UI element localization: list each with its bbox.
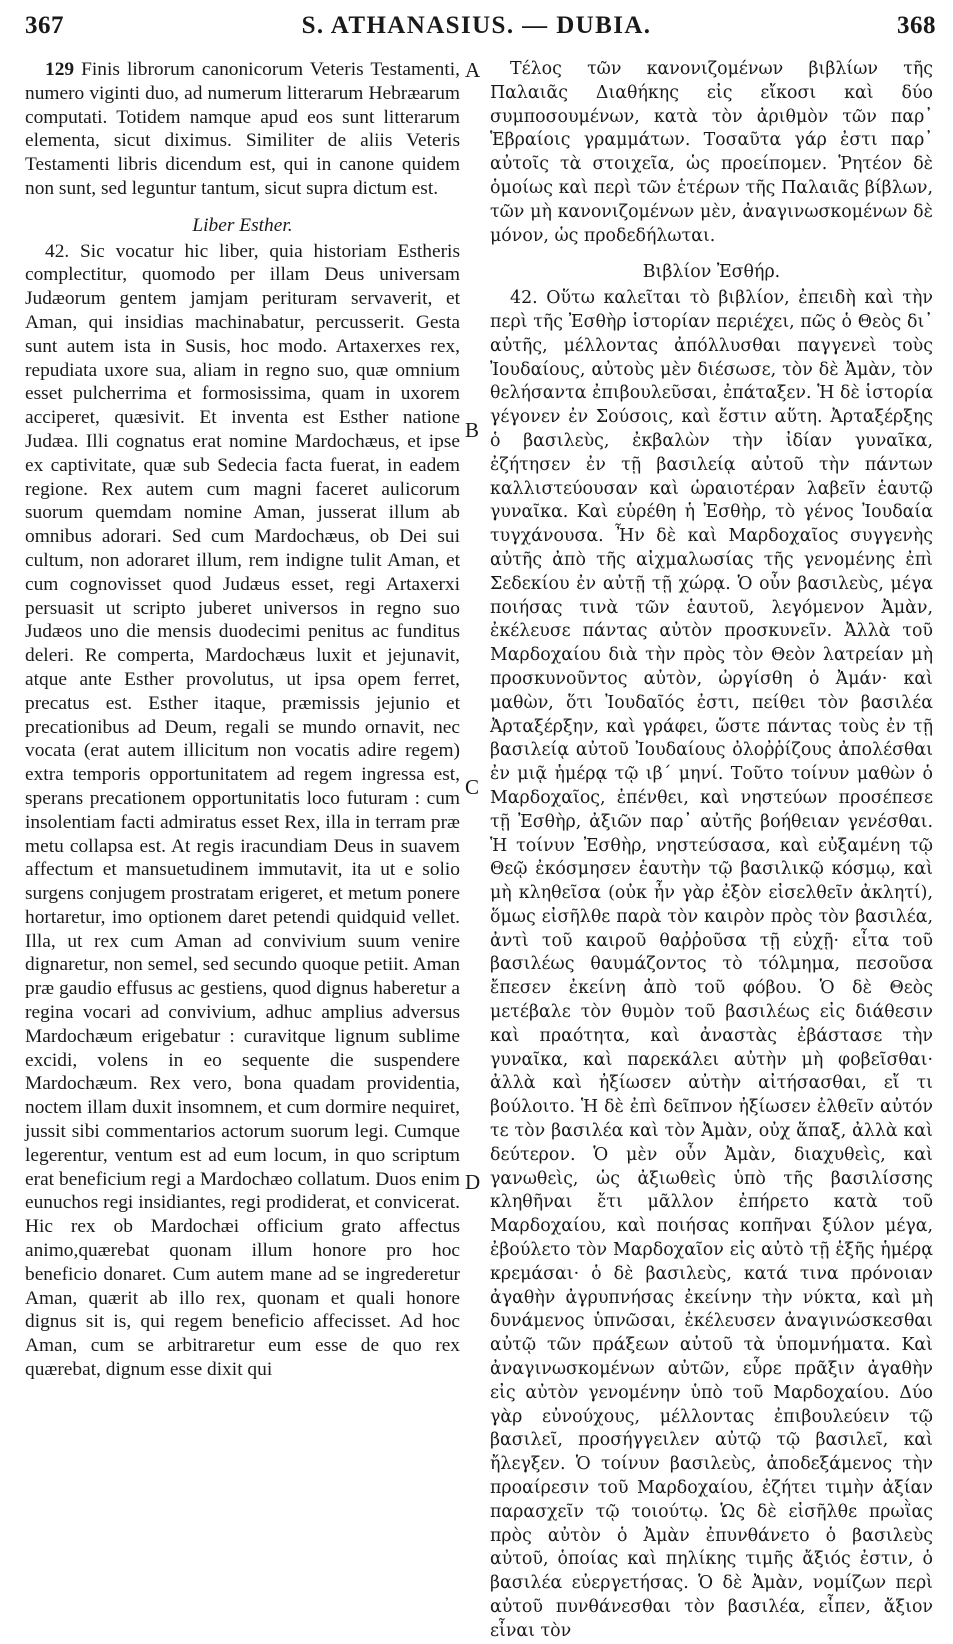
margin-letter-b: B <box>465 418 480 442</box>
page-header <box>0 0 953 48</box>
greek-column <box>490 58 933 1641</box>
section-number: 129 <box>45 59 75 80</box>
margin-letter-c: C <box>465 775 480 799</box>
latin-column <box>25 58 460 1558</box>
greek-paragraph-1: Τέλος τῶν κανονιζομένων βιβλίων τῆς Παλαιᾶς Διαθήκης εἰς εἴκοσι καὶ δύο συμποσουμένων, κατὰ τὸν ἀριθμὸν τῶν παρ᾽ Ἑβραίοις γραμμάτων. Τοσαῦτα γάρ ἐστι παρ᾽ αὐτοῖς τὰ στοιχεῖα, ὡς προείπομεν. Ῥητέον δὲ ὁμοίως καὶ περὶ τῶν ἑτέρων τῆς Παλαιᾶς βίβλων, τῶν μὴ κανονιζομένων μὲν, ἀναγινωσκομένων δὲ μόνον, ὡς προδεδήλωται. <box>490 59 933 246</box>
greek-paragraph-42: 42. Οὕτω καλεῖται τὸ βιβλίον, ἐπειδὴ καὶ τὴν περὶ τῆς Ἐσθὴρ ἱστορίαν περιέχει, πῶς ὁ Θεὸς δι᾽ αὐτῆς, μέλλοντας ἀπόλλυσθαι παγγενεὶ τοὺς Ἰουδαίους, αὐτοὺς μὲν διέσωσε, τὸν δὲ Ἀμὰν, τὸν θελήσαντα ἐπιβουλεῦσαι, ἐπάταξεν. Ἡ δὲ ἱστορία γέγονεν ἐν Σούσοις, καὶ ἔστιν αὕτη. Ἀρταξέρξης ὁ βασιλεὺς, ἐκβαλὼν τὴν ἰδίαν γυναῖκα, ἐζήτησεν ἐν τῇ βασιλείᾳ αὐτοῦ τὴν πάντων καλλιστεύουσαν καὶ ὡραιοτέραν λαβεῖν ἑαυτῷ γυναῖκα. Καὶ εὑρέθη ἡ Ἐσθὴρ, τὸ γένος Ἰουδαία τυγχάνουσα. Ἦν δὲ καὶ Μαρδοχαῖος συγγενὴς αὐτῆς ἀπὸ τῆς αἰχμαλωσίας τῆς γενομένης ἐπὶ Σεδεκίου ἐν αὐτῇ τῇ χώρᾳ. Ὁ οὖν βασιλεὺς, μέγα ποιήσας τινὰ τῶν ἑαυτοῦ, λεγόμενον Ἀμὰν, ἐκέλευσε πάντας αὐτὸν προσκυνεῖν. Ἀλλὰ τοῦ Μαρδοχαίου διὰ τὴν πρὸς τὸν Θεὸν λατρείαν μὴ προσκυνοῦντος αὐτὸν, ὠργίσθη ὁ Ἀμάν· καὶ μαθὼν, ὅτι Ἰουδαῖός ἐστι, πείθει τὸν βασιλέα Ἀρταξέρξην, καὶ γράφει, ὥστε πάντας τοὺς ἐν τῇ βασιλείᾳ αὐτοῦ Ἰουδαίους ὀλοῤῥίζους ἀπολέσθαι ἐν μιᾷ ἡμέρᾳ τῷ ιβ΄ μηνί. Τοῦτο τοίνυν μαθὼν ὁ Μαρδοχαῖος, ἐπένθει, καὶ νηστεύων προσέπεσε τῇ Ἐσθὴρ, ἀξιῶν παρ᾽ αὐτῆς βοήθειαν γενέσθαι. Ἡ τοίνυν Ἐσθὴρ, νηστεύσασα, καὶ εὐξαμένη τῷ Θεῷ ἐκόσμησεν ἑαυτὴν τῷ βασιλικῷ κόσμῳ, καὶ μὴ κληθεῖσα (οὐκ ἦν γὰρ ἐξὸν εἰσελθεῖν ἀκλητί), ὅμως εἰσῆλθε παρὰ τὸν καιρὸν πρὸς τὸν βασιλέα, ἀντὶ τοῦ καιροῦ θαῤῥοῦσα τῇ εὐχῇ· εἶτα τοῦ βασιλέως θαυμάζοντος τὸ τόλμημα, πεσοῦσα ἔπεσεν ἐκείνη ἀπὸ τοῦ φόβου. Ὁ δὲ Θεὸς μετέβαλε τὸν θυμὸν τοῦ βασιλέως εἰς διάθεσιν καὶ πραότητα, καὶ ἀναστὰς ἐβάστασε τὴν γυναῖκα, καὶ παρεκάλει αὐτὴν μὴ φοβεῖσθαι· ἀλλὰ καὶ ἠξίωσεν αὐτὴν αἰτήσασθαι, εἴ τι βούλοιτο. Ἡ δὲ ἐπὶ δεῖπνον ἠξίωσεν ἐλθεῖν αὐτόν τε τὸν βασιλέα καὶ τὸν Ἀμὰν, οὐχ ἅπαξ, ἀλλὰ καὶ δεύτερον. Ὁ μὲν οὖν Ἀμὰν, διαχυθεὶς, καὶ γανωθεὶς, ὡς ἀξιωθεὶς ὑπὸ τῆς βασιλίσσης κληθῆναι ἔτι μᾶλλον ἐπήρετο κατὰ τοῦ Μαρδοχαίου, καὶ ποιήσας κοπῆναι ξύλον μέγα, ἐβούλετο τὸν Μαρδοχαῖον εἰς αὐτὸ τῇ ἑξῆς ἡμέρᾳ κρεμάσαι· ὁ δὲ βασιλεὺς, κατά τινα πρόνοιαν ἀγαθὴν ἀγρυπνήσας ἐκείνην τὴν νύκτα, καὶ μὴ δυνάμενος ὑπνῶσαι, ἐκέλευσεν ἀναγινώσκεσθαι αὐτῷ τῶν πράξεων αὐτοῦ τὰ ὑπομνήματα. Καὶ ἀναγινωσκομένων αὐτῶν, εὗρε πρᾶξιν ἀγαθὴν εἰς αὐτὸν γενομένην ὑπὸ τοῦ Μαρδοχαίου. Δύο γὰρ εὐνούχους, μέλλοντας ἐπιβουλεύειν τῷ βασιλεῖ, προσήγγειλεν αὐτῷ τῷ βασιλεῖ, καὶ ἤλεγξεν. Ὁ τοίνυν βασιλεὺς, ἀποδεξάμενος τὴν προαίρεσιν τοῦ Μαρδοχαίου, ἐζήτει τιμὴν ἀξίαν παρασχεῖν τῷ τοιούτῳ. Ὡς δὲ εἰσῆλθε πρωῒας πρὸς αὐτὸν ὁ Ἀμὰν ἐπυνθάνετο ὁ βασιλεὺς αὐτοῦ, ὁποίας καὶ πηλίκης τιμῆς ἄξιός ἐστιν, ὁ βασιλέα εὐεργετήσας. Ὁ δὲ Ἀμὰν, νομίζων περὶ αὐτοῦ πυνθάνεσθαι τὸν βασιλέα, εἶπεν, ἄξιον εἶναι τὸν <box>490 288 933 1641</box>
latin-heading: Liber Esther. <box>192 214 293 236</box>
right-page-number: 368 <box>897 12 936 39</box>
greek-heading: Βιβλίον Ἐσθήρ. <box>642 262 781 283</box>
margin-letter-d: D <box>465 1170 481 1194</box>
margin-letter-a: A <box>465 58 481 82</box>
left-page-number: 367 <box>25 12 64 39</box>
latin-paragraph-129 <box>25 58 460 201</box>
latin-para1-text: Finis librorum canonicorum Veteris Testamenti, numero viginti duo, ad numerum litterarum Hebræarum computati. Totidem namque apud eos sunt litterarum elementa, sicut diximus. Similiter de aliis Veteris Testamenti libris dicendum est, qui in canone quidem non sunt, sed leguntur tantum, sicut supra dictum est. <box>25 59 460 199</box>
running-title: S. ATHANASIUS. — DUBIA. <box>301 12 652 39</box>
latin-paragraph-42: 42. Sic vocatur hic liber, quia historiam Estheris complectitur, quomodo per illam Deus universam Judæorum gentem jamjam perituram servaverit, et Aman, qui insidias machinabatur, percusserit. Gesta sunt autem ista in Susis, hoc modo. Artaxerxes rex, repudiata uxore sua, aliam in regno suo, quæ omnium esset pulcherrima et formosissima, quam in uxorem acciperet, quæsivit. Et inventa est Esther natione Judæa. Illi cognatus erat nomine Mardochæus, et ipse ex captivitate, quæ sub Sedecia facta fuerat, in eadem regione. Rex autem cum magni faceret aulicorum suorum quemdam nomine Aman, jusserat illum ab omnibus adorari. Sed cum Mardochæus, ob Dei sui cultum, non adoraret illum, rem indigne tulit Aman, et cum cognovisset quod Judæus esset, regi Artaxerxi persuasit ut scripto juberet universos in regno suo Judæos uno die mensis duodecimi penitus ac funditus deleri. Re comperta, Mardochæus luxit et jejunavit, atque ante Esther provolutus, ut ipsa opem ferret, precatus est. Esther itaque, præmissis jejunio et precationibus ad Deum, regali se mundo ornavit, nec vocata (erat autem illicitum non vocatis adire regem) extra temporis opportunitatem ad regem ingressa est, sperans precationem opportunitatis loco futuram : cum insolentiam facti admiratus esset Rex, illa in terram præ metu collapsa est. At regis iracundiam Deus in suavem affectum et mansuetudinem immutavit, ita ut e solio surgens conjugem prostratam erigeret, et metum ponere hortaretur, imo optionem daret petendi quidquid vellet. Illa, ut rex cum Aman ad convivium suum venire dignaretur, non semel, sed secundo quoque petiit. Aman præ gaudio effusus ac gestiens, quod dignus haberetur a regina vocari ad convivium, adhuc amplius adversus Mardochæum erigebatur : curavitque lignum sublime excidi, volens in eo sequente die suspendere Mardochæum. Rex vero, bona quadam providentia, noctem illam duxit insomnem, et cum dormire nequiret, jussit sibi commentarios actorum suorum legi. Cumque legerentur, ventum est ad eum locum, in quo scriptum erat beneficium regi a Mardochæo collatum. Duos enim eunuchos regi insidiantes, regi prodiderat, et convicerat. Hic rex ob Mardochæi officium grato affectus animo,quærebat quonam illum honore pro hoc beneficio donaret. Cum autem mane ad se ingrederetur Aman, quærit ab illo rex, quonam et quali honore dignus sit is, qui regem beneficio affecisset. Ad hoc Aman, cum se arbitraretur eum esse de quo rex quærebat, dignum esse dixit qui <box>25 240 460 1381</box>
